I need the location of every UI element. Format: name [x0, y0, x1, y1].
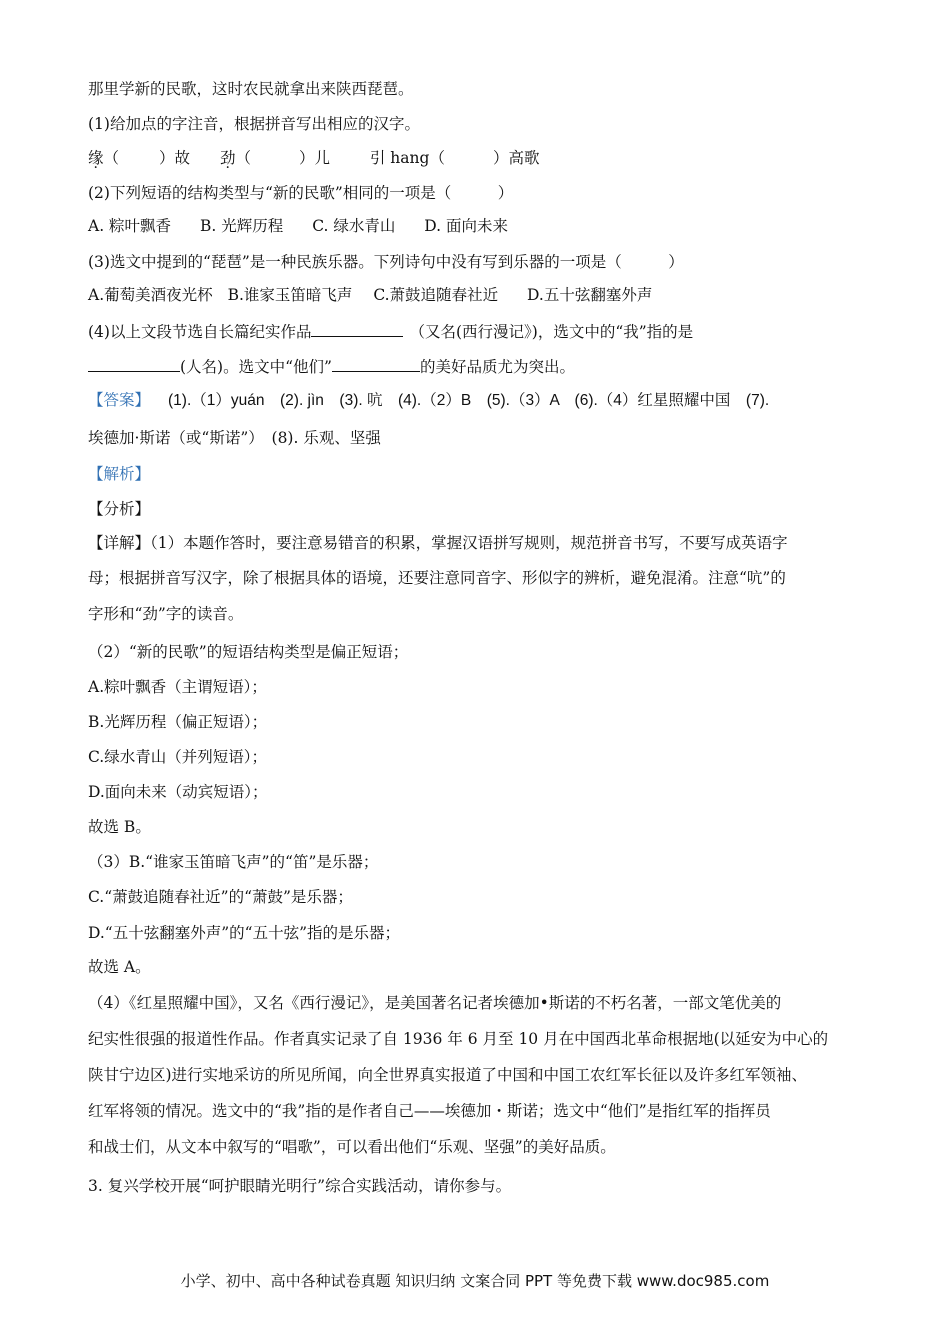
q2-options [88, 215, 508, 237]
q1-stem: (1)给加点的字注音，根据拼音写出相应的汉字。 [88, 115, 420, 133]
q2-option-d: D. 面向未来 [424, 217, 509, 235]
q3-option-d: D.五十弦翻塞外声 [527, 286, 653, 304]
detail-label: 【详解】 [88, 534, 151, 552]
detail-q3-c: C.“萧鼓追随春社近”的“萧鼓”是乐器； [88, 888, 353, 906]
next-question: 3. 复兴学校开展“呵护眼睛光明行”综合实践活动，请你参与。 [88, 1177, 512, 1195]
q4-line-2: (人名)。选文中“他们” 的美好品质尤为突出。 [88, 355, 575, 378]
q1-word-2-rest: 儿 [314, 149, 330, 167]
detail-q3-b: （3）B.“谁家玉笛暗飞声”的“笛”是乐器； [88, 853, 379, 871]
q4-blank-3 [332, 355, 420, 372]
q3-option-c: C.萧鼓追随春社近 [373, 286, 499, 304]
detail-q2-a: A.粽叶飘香（主谓短语）； [88, 678, 267, 696]
answer-label: 【答案】 [88, 392, 151, 409]
detail-q4-line-3: 陕甘宁边区)进行实地采访的所见所闻，向全世界真实报道了中国和中国工农红军长征以及许多红军领袖、 [88, 1066, 808, 1084]
detail-q4-line-5: 和战士们，从文本中叙写的“唱歌”，可以看出他们“乐观、坚强”的美好品质。 [88, 1138, 616, 1156]
q2-stem: (2)下列短语的结构类型与“新的民歌”相同的一项是（ ） [88, 184, 514, 202]
answer-line-1 [88, 390, 769, 412]
q3-option-a: A.葡萄美酒夜光杯 [88, 286, 213, 304]
q1-dotted-char-2: 劲 [219, 149, 236, 167]
detail-q4-line-1: （4）《红星照耀中国》，又名《西行漫记》，是美国著名记者埃德加•斯诺的不朽名著，一部文笔优美的 [88, 994, 782, 1012]
answer-text-1: (1).（1）yuán (2). jìn (3). 吭 (4).（2）B (5).（3）A (6).（4）红星照耀中国 (7). [168, 392, 770, 409]
q1-word-3-rest: 高歌 [508, 149, 540, 167]
q1-word-1-rest: 故 [174, 149, 191, 167]
detail-q2-pick: 故选 B。 [88, 818, 151, 836]
q3-options [88, 284, 652, 306]
q4-blank-2 [88, 355, 180, 372]
detail-q2-c: C.绿水青山（并列短语）； [88, 748, 267, 766]
answer-line-2: 埃德加·斯诺（或“斯诺”） (8). 乐观、坚强 [88, 429, 381, 447]
q2-option-c: C. 绿水青山 [312, 217, 396, 235]
q4-line-1: (4)以上文段节选自长篇纪实作品 （又名(西行漫记》)，选文中的“我”指的是 [88, 320, 693, 343]
detail-q3-pick: 故选 A。 [88, 958, 151, 976]
q2-option-a: A. 粽叶飘香 [88, 217, 172, 235]
q3-stem: (3)选文中提到的“琵琶”是一种民族乐器。下列诗句中没有写到乐器的一项是（ ） [88, 253, 684, 271]
detail-line-1: 【详解】（1）本题作答时，要注意易错音的积累，掌握汉语拼写规则，规范拼音书写，不要写成英语字 [88, 534, 788, 552]
q1-pinyin-prompt: 引 hang [369, 149, 430, 167]
q1-dotted-char-1: 缘 [88, 149, 104, 167]
detail-q4-line-2: 纪实性很强的报道性作品。作者真实记录了自 1936 年 6 月至 10 月在中国西北革命根据地(以延安为中心的 [88, 1030, 829, 1048]
q1-items: 缘（ ）故 劲（ ）儿 引 hang（ ）高歌 [88, 149, 540, 167]
fenxi-label: 【分析】 [88, 500, 151, 518]
page-footer: 小学、初中、高中各种试卷真题 知识归纳 文案合同 PPT 等免费下载 www.doc985.com [180, 1272, 770, 1290]
detail-q2-d: D.面向未来（动宾短语）； [88, 783, 268, 801]
detail-q3-d: D.“五十弦翻塞外声”的“五十弦”指的是乐器； [88, 924, 400, 942]
passage-end-line: 那里学新的民歌，这时农民就拿出来陕西琵琶。 [88, 80, 414, 98]
detail-q2-b: B.光辉历程（偏正短语）； [88, 713, 268, 731]
detail-q2-intro: （2）“新的民歌”的短语结构类型是偏正短语； [88, 643, 409, 661]
analysis-label: 【解析】 [88, 465, 151, 483]
detail-q4-line-4: 红军将领的情况。选文中的“我”指的是作者自己——埃德加・斯诺；选文中“他们”是指红军的指挥员 [88, 1102, 771, 1120]
detail-line-3: 字形和“劲”字的读音。 [88, 605, 244, 623]
detail-line-2: 母；根据拼音写汉字，除了根据具体的语境，还要注意同音字、形似字的辨析，避免混淆。注意“吭”的 [88, 569, 786, 587]
q2-option-b: B. 光辉历程 [200, 217, 284, 235]
q4-blank-1 [311, 320, 403, 337]
q3-option-b: B.谁家玉笛暗飞声 [227, 286, 353, 304]
